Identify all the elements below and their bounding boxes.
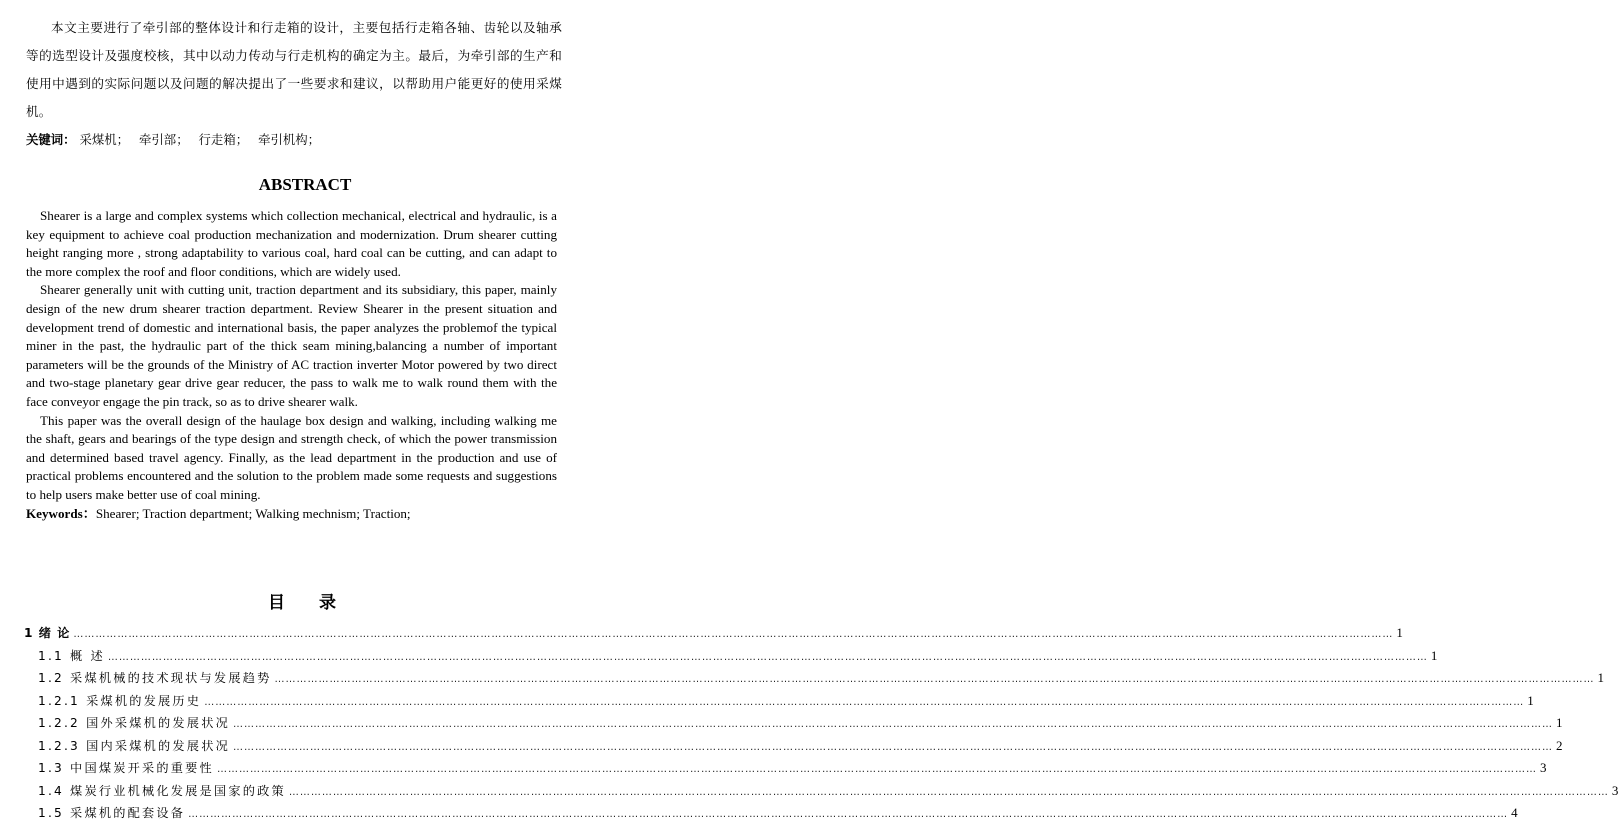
toc-entry-number: 1.2.3 <box>38 738 81 753</box>
toc-entry-title: 中国煤炭开采的重要性 <box>63 761 214 775</box>
toc-entry-page: 1 <box>1430 647 1438 663</box>
toc-entry-page: 1 <box>1555 715 1563 730</box>
toc-entry-page: 1 <box>1527 692 1534 708</box>
toc-entry-title: 采煤机的配套设备 <box>63 806 186 820</box>
toc-entry-page: 3 <box>1539 760 1547 775</box>
toc-entry-title: 绪 论 <box>33 626 71 640</box>
toc-entry[interactable] <box>24 737 1563 760</box>
toc-entry-title: 国外采煤机的发展状况 <box>80 716 230 730</box>
toc-entry-label <box>24 624 70 641</box>
toc-entry-title: 概 述 <box>63 648 105 663</box>
chinese-abstract-paragraph: 本文主要进行了牵引部的整体设计和行走箱的设计，主要包括行走箱各轴、齿轮以及轴承等的选型设计及强度校核，其中以动力传动与行走机构的确定为主。最后，为牵引部的生产和使用中遇到的实际问题以及问题的解决提出了一些要求和建议，以帮助用户能更好的使用采煤机。 <box>26 20 562 119</box>
english-abstract-body <box>26 207 557 523</box>
toc-entry-page: 2 <box>1555 737 1563 753</box>
toc-entry-number: 1.1 <box>38 648 64 663</box>
toc-entry-label <box>38 669 271 686</box>
toc-leader-dots: ……………………………………………………………………………………………………………………………………………………………………………………………………………………………………………………………………………………………………………………………… <box>204 696 1525 708</box>
english-keywords <box>26 505 557 524</box>
toc-leader-dots: ……………………………………………………………………………………………………………………………………………………………………………………………………………………………………………………………………………………………………………………………… <box>73 629 1394 640</box>
chinese-keywords <box>26 129 586 151</box>
toc-entry-page: 4 <box>1511 805 1518 820</box>
toc-entry-label <box>38 737 230 754</box>
toc-entry-title: 采煤机的发展历史 <box>80 693 202 708</box>
toc-leader-dots: ……………………………………………………………………………………………………………………………………………………………………………………………………………………………………………………………………………………………………………………………… <box>288 786 1609 798</box>
toc-entry[interactable] <box>24 782 1618 805</box>
toc-entry-number: 1.5 <box>38 806 64 820</box>
english-abstract-paragraph: Shearer is a large and complex systems which collection mechanical, electrical and hydraulic, is a key equipment to achieve coal production mechanization and modernization. Drum shearer cutting height ranging more , strong adaptability to various coal, hard coal can be cutting, and can adapt to the more complex the roof and floor conditions, which are widely used. <box>26 208 557 279</box>
english-abstract-title: ABSTRACT <box>258 175 352 194</box>
toc-entry-label <box>38 692 201 709</box>
toc-entry-label <box>38 647 105 664</box>
english-abstract-paragraph: Shearer generally unit with cutting unit, traction department and its subsidiary, this paper, mainly design of the new drum shearer traction department. Review Shearer in the present situation and development trend of domestic and international basis, the paper analyzes the problemof the typical miner in the past, the hydraulic part of the thick seam mining,balancing a number of important parameters will be the grounds of the Ministry of AC traction inverter Motor powered by two direct and two-stage planetary gear drive gear reducer, the pass to walk me to walk round them with the face conveyor engage the pin track, so as to drive shearer walk. <box>26 282 557 409</box>
toc-entry-number: 1.4 <box>38 783 64 798</box>
toc-entry[interactable] <box>24 804 1518 827</box>
toc-leader-dots: ……………………………………………………………………………………………………………………………………………………………………………………………………………………………………………………………………………………………………………………………… <box>232 741 1553 753</box>
toc-entry-number: 1.2 <box>38 671 64 685</box>
chinese-keyword: 采煤机； <box>79 132 130 147</box>
toc-leader-dots: ……………………………………………………………………………………………………………………………………………………………………………………………………………………………………………………………………………………………………………………………… <box>216 764 1537 775</box>
toc-entry-number: 1.3 <box>38 761 64 775</box>
chinese-keyword: 牵引机构； <box>258 132 321 147</box>
toc-entry-page: 1 <box>1597 670 1604 685</box>
toc-leader-dots: ……………………………………………………………………………………………………………………………………………………………………………………………………………………………………………………………………………………………………………………………… <box>107 651 1428 663</box>
toc-leader-dots: ……………………………………………………………………………………………………………………………………………………………………………………………………………………………………………………………………………………………………………………………… <box>274 674 1595 685</box>
english-keywords-label: Keywords： <box>26 505 96 521</box>
chinese-keyword: 行走箱； <box>198 132 249 147</box>
english-keywords-list: Shearer; Traction department; Walking mechnism; Traction; <box>95 505 411 521</box>
toc-entry-number: 1.2.2 <box>38 716 81 730</box>
toc-entry[interactable] <box>24 647 1438 670</box>
table-of-contents <box>24 624 1618 827</box>
toc-entry-label <box>38 782 286 799</box>
toc-entry-label <box>38 759 214 776</box>
toc-entry-number: 1.2.1 <box>38 693 81 708</box>
toc-entry-page: 1 <box>1396 625 1403 640</box>
toc-entry[interactable] <box>24 669 1604 692</box>
toc-entry[interactable] <box>24 714 1563 737</box>
toc-leader-dots: ……………………………………………………………………………………………………………………………………………………………………………………………………………………………………………………………………………………………………………………………… <box>232 719 1553 730</box>
toc-leader-dots: ……………………………………………………………………………………………………………………………………………………………………………………………………………………………………………………………………………………………………………………………… <box>188 809 1509 820</box>
toc-entry-title: 采煤机械的技术现状与发展趋势 <box>63 671 272 685</box>
chinese-keywords-label: 关键词： <box>26 132 76 147</box>
toc-entry-label <box>38 714 230 731</box>
toc-entry[interactable] <box>24 692 1534 715</box>
toc-entry[interactable] <box>24 759 1547 782</box>
english-abstract-paragraph: This paper was the overall design of the haulage box design and walking, including walking me the shaft, gears and bearings of the type design and strength check, of which the power transmission and determined based travel agency. Finally, as the lead department in the production and use of practical problems encountered and the solution to the problem made some requests and suggestions to help users make better use of coal mining. <box>26 412 557 502</box>
chinese-keyword: 牵引部； <box>139 132 189 147</box>
toc-title: 目 录 <box>268 593 350 613</box>
toc-entry-label <box>38 804 185 821</box>
toc-entry-page: 3 <box>1611 782 1618 798</box>
toc-entry[interactable] <box>24 624 1403 647</box>
toc-entry-title: 国内采煤机的发展状况 <box>80 738 230 753</box>
toc-entry-number: 1 <box>24 626 34 640</box>
toc-entry-title: 煤炭行业机械化发展是国家的政策 <box>63 783 286 798</box>
